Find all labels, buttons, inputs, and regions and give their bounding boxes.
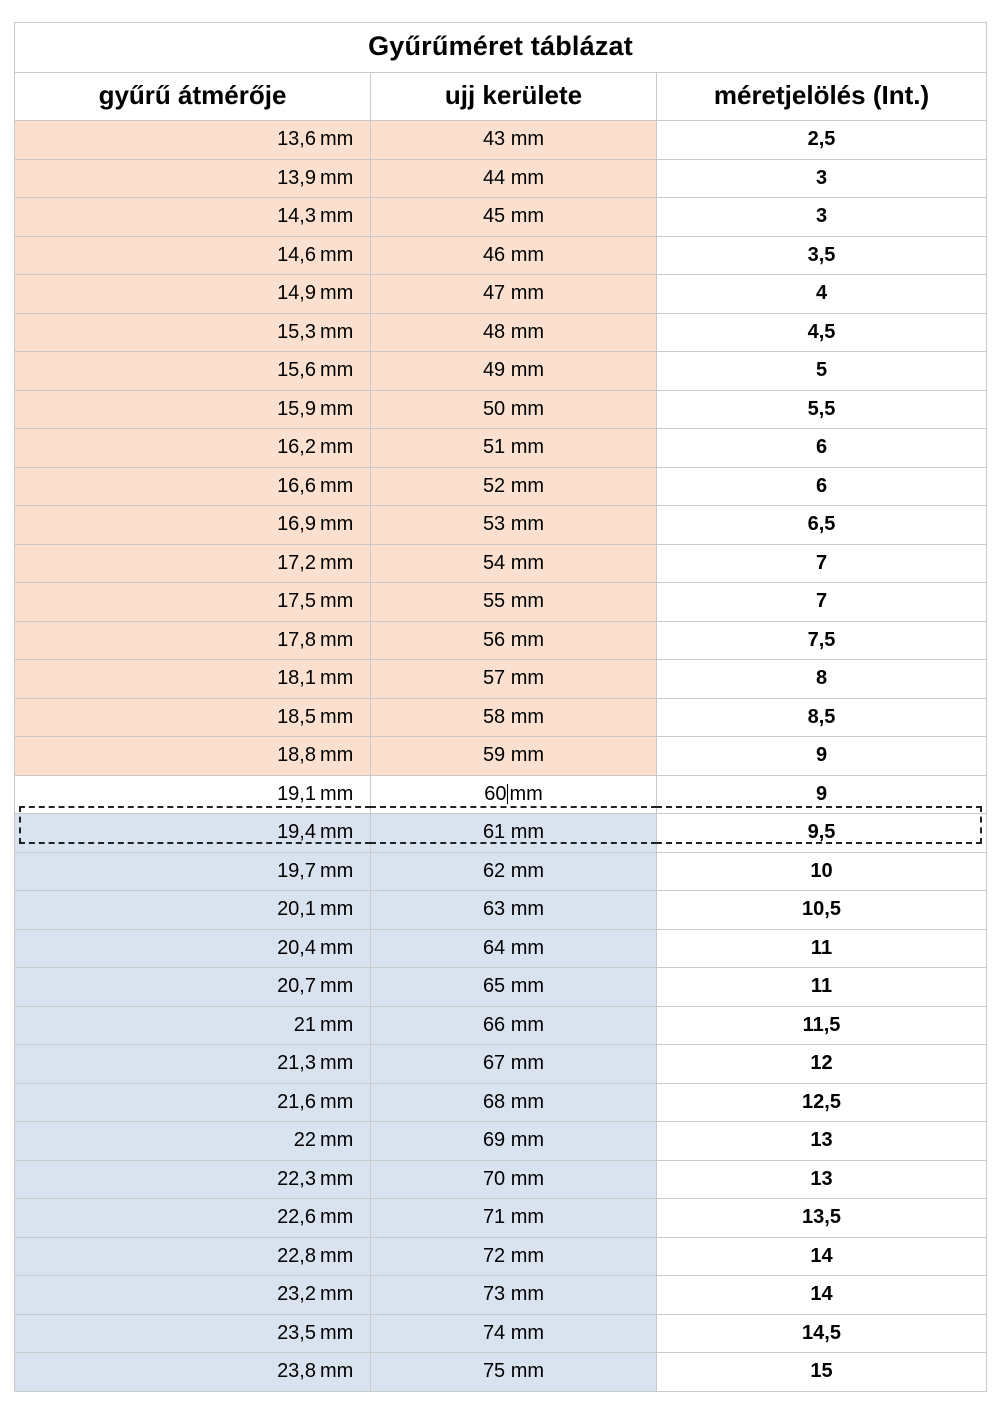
cell-circumference[interactable]: 52 mm [371, 467, 657, 506]
table-row[interactable] [15, 1045, 987, 1084]
table-row[interactable] [15, 660, 987, 699]
cell-size-marking[interactable]: 6,5 [657, 506, 987, 545]
cell-size-marking[interactable]: 2,5 [657, 121, 987, 160]
cell-size-marking[interactable]: 14 [657, 1276, 987, 1315]
cell-diameter[interactable] [15, 583, 371, 622]
diameter-value: 15,6 [277, 359, 316, 382]
cell-diameter[interactable] [15, 506, 371, 545]
table-row[interactable] [15, 236, 987, 275]
cell-diameter[interactable] [15, 544, 371, 583]
diameter-value: 14,6 [277, 243, 316, 266]
cell-size-marking[interactable]: 7,5 [657, 621, 987, 660]
cell-diameter[interactable] [15, 698, 371, 737]
cell-size-marking[interactable]: 4,5 [657, 313, 987, 352]
cell-size-marking[interactable]: 9,5 [657, 814, 987, 853]
diameter-unit: mm [320, 1013, 354, 1036]
diameter-value: 21,6 [277, 1090, 316, 1113]
cell-diameter[interactable] [15, 814, 371, 853]
diameter-value: 20,1 [277, 898, 316, 921]
cell-diameter[interactable] [15, 313, 371, 352]
cell-circumference[interactable] [371, 775, 657, 814]
cell-size-marking[interactable]: 13 [657, 1122, 987, 1161]
cell-diameter[interactable] [15, 968, 371, 1007]
table-row[interactable] [15, 1276, 987, 1315]
diameter-unit: mm [320, 859, 354, 882]
cell-diameter[interactable] [15, 621, 371, 660]
diameter-unit: mm [320, 166, 354, 189]
diameter-unit: mm [320, 1167, 354, 1190]
cell-circumference[interactable]: 73 mm [371, 1276, 657, 1315]
table-row[interactable] [15, 583, 987, 622]
diameter-unit: mm [320, 397, 354, 420]
cell-size-marking[interactable]: 8,5 [657, 698, 987, 737]
diameter-value: 16,2 [277, 436, 316, 459]
cell-circumference[interactable]: 64 mm [371, 929, 657, 968]
cell-circumference[interactable]: 49 mm [371, 352, 657, 391]
diameter-value: 20,4 [277, 936, 316, 959]
diameter-value: 15,9 [277, 397, 316, 420]
diameter-unit: mm [320, 243, 354, 266]
table-row[interactable] [15, 313, 987, 352]
cell-circumference[interactable]: 71 mm [371, 1199, 657, 1238]
cell-size-marking[interactable]: 6 [657, 467, 987, 506]
cell-circumference[interactable]: 48 mm [371, 313, 657, 352]
table-row[interactable] [15, 390, 987, 429]
table-row[interactable] [15, 1314, 987, 1353]
table-row[interactable] [15, 1353, 987, 1392]
cell-size-marking[interactable]: 13 [657, 1160, 987, 1199]
table-row[interactable] [15, 429, 987, 468]
cell-circumference[interactable]: 70 mm [371, 1160, 657, 1199]
cell-size-marking[interactable]: 5,5 [657, 390, 987, 429]
cell-diameter[interactable] [15, 1045, 371, 1084]
table-row[interactable] [15, 1237, 987, 1276]
cell-diameter[interactable] [15, 929, 371, 968]
cell-diameter[interactable] [15, 198, 371, 237]
cell-size-marking[interactable]: 3,5 [657, 236, 987, 275]
cell-circumference[interactable]: 51 mm [371, 429, 657, 468]
cell-circumference[interactable]: 45 mm [371, 198, 657, 237]
diameter-unit: mm [320, 667, 354, 690]
diameter-unit: mm [320, 1321, 354, 1344]
cell-diameter[interactable] [15, 1314, 371, 1353]
diameter-unit: mm [320, 359, 354, 382]
cell-diameter[interactable] [15, 236, 371, 275]
cell-size-marking[interactable]: 15 [657, 1353, 987, 1392]
table-row[interactable] [15, 159, 987, 198]
diameter-unit: mm [320, 205, 354, 228]
diameter-value: 21,3 [277, 1052, 316, 1075]
cell-diameter[interactable] [15, 275, 371, 314]
cell-circumference[interactable]: 43 mm [371, 121, 657, 160]
cell-circumference[interactable]: 61 mm [371, 814, 657, 853]
cell-circumference[interactable]: 47 mm [371, 275, 657, 314]
diameter-value: 20,7 [277, 975, 316, 998]
table-row[interactable] [15, 852, 987, 891]
cell-diameter[interactable] [15, 1237, 371, 1276]
diameter-unit: mm [320, 551, 354, 574]
table-row[interactable] [15, 1160, 987, 1199]
cell-size-marking[interactable]: 14,5 [657, 1314, 987, 1353]
ring-size-table [14, 22, 987, 1392]
diameter-unit: mm [320, 1206, 354, 1229]
diameter-value: 13,6 [277, 128, 316, 151]
cell-size-marking[interactable]: 11,5 [657, 1006, 987, 1045]
cell-size-marking[interactable]: 12 [657, 1045, 987, 1084]
cell-diameter[interactable] [15, 1160, 371, 1199]
cell-circumference[interactable]: 68 mm [371, 1083, 657, 1122]
table-row[interactable] [15, 775, 987, 814]
diameter-unit: mm [320, 436, 354, 459]
diameter-value: 14,3 [277, 205, 316, 228]
cell-circumference[interactable]: 58 mm [371, 698, 657, 737]
table-body [15, 121, 987, 1392]
table-row[interactable] [15, 968, 987, 1007]
cell-circumference[interactable]: 69 mm [371, 1122, 657, 1161]
cell-circumference[interactable]: 44 mm [371, 159, 657, 198]
table-header-row [15, 73, 987, 121]
cell-size-marking[interactable]: 6 [657, 429, 987, 468]
diameter-value: 18,5 [277, 705, 316, 728]
cell-circumference[interactable]: 46 mm [371, 236, 657, 275]
diameter-value: 16,6 [277, 474, 316, 497]
diameter-unit: mm [320, 282, 354, 305]
cell-diameter[interactable] [15, 429, 371, 468]
cell-diameter[interactable] [15, 1199, 371, 1238]
cell-diameter[interactable] [15, 891, 371, 930]
diameter-unit: mm [320, 1360, 354, 1383]
cell-size-marking[interactable]: 5 [657, 352, 987, 391]
table-row[interactable] [15, 1199, 987, 1238]
cell-diameter[interactable] [15, 1276, 371, 1315]
cell-size-marking[interactable]: 7 [657, 544, 987, 583]
table-row[interactable] [15, 1083, 987, 1122]
cell-size-marking[interactable]: 12,5 [657, 1083, 987, 1122]
diameter-value: 23,2 [277, 1283, 316, 1306]
diameter-value: 17,2 [277, 551, 316, 574]
table-row[interactable] [15, 1122, 987, 1161]
table-row[interactable] [15, 1006, 987, 1045]
column-header-circumference: ujj kerülete [371, 73, 657, 121]
cell-circumference[interactable]: 57 mm [371, 660, 657, 699]
cell-diameter[interactable] [15, 390, 371, 429]
table-title-row [15, 23, 987, 73]
cell-diameter[interactable] [15, 775, 371, 814]
diameter-unit: mm [320, 513, 354, 536]
diameter-unit: mm [320, 898, 354, 921]
diameter-value: 22,3 [277, 1167, 316, 1190]
diameter-value: 22,6 [277, 1206, 316, 1229]
table-row[interactable] [15, 891, 987, 930]
table-row[interactable] [15, 698, 987, 737]
cell-size-marking[interactable]: 3 [657, 198, 987, 237]
table-row[interactable] [15, 737, 987, 776]
cell-circumference[interactable]: 55 mm [371, 583, 657, 622]
circumference-unit: mm [509, 782, 543, 805]
diameter-value: 17,8 [277, 628, 316, 651]
diameter-unit: mm [320, 744, 354, 767]
cell-circumference[interactable]: 53 mm [371, 506, 657, 545]
diameter-value: 23,5 [277, 1321, 316, 1344]
cell-circumference[interactable]: 56 mm [371, 621, 657, 660]
cell-diameter[interactable] [15, 121, 371, 160]
cell-diameter[interactable] [15, 1006, 371, 1045]
diameter-value: 16,9 [277, 513, 316, 536]
circumference-value: 60 [484, 782, 507, 805]
cell-circumference[interactable]: 65 mm [371, 968, 657, 1007]
diameter-unit: mm [320, 1244, 354, 1267]
cell-size-marking[interactable]: 14 [657, 1237, 987, 1276]
diameter-value: 23,8 [277, 1360, 316, 1383]
diameter-value: 17,5 [277, 590, 316, 613]
table-row[interactable] [15, 121, 987, 160]
diameter-unit: mm [320, 590, 354, 613]
cell-size-marking[interactable]: 8 [657, 660, 987, 699]
cell-diameter[interactable] [15, 1122, 371, 1161]
table-row[interactable] [15, 467, 987, 506]
column-header-diameter: gyűrű átmérője [15, 73, 371, 121]
diameter-value: 19,1 [277, 782, 316, 805]
cell-size-marking[interactable]: 10,5 [657, 891, 987, 930]
diameter-value: 19,4 [277, 821, 316, 844]
diameter-unit: mm [320, 975, 354, 998]
diameter-value: 18,1 [277, 667, 316, 690]
table-row[interactable] [15, 814, 987, 853]
diameter-value: 21 [293, 1013, 316, 1036]
cell-circumference[interactable]: 63 mm [371, 891, 657, 930]
cell-diameter[interactable] [15, 352, 371, 391]
diameter-value: 14,9 [277, 282, 316, 305]
cell-circumference[interactable]: 59 mm [371, 737, 657, 776]
table-row[interactable] [15, 198, 987, 237]
cell-size-marking[interactable]: 11 [657, 929, 987, 968]
table-row[interactable] [15, 506, 987, 545]
cell-diameter[interactable] [15, 737, 371, 776]
diameter-unit: mm [320, 1129, 354, 1152]
diameter-value: 22 [293, 1129, 316, 1152]
table-row[interactable] [15, 352, 987, 391]
diameter-value: 22,8 [277, 1244, 316, 1267]
cell-size-marking[interactable]: 4 [657, 275, 987, 314]
table-row[interactable] [15, 275, 987, 314]
cell-circumference[interactable]: 72 mm [371, 1237, 657, 1276]
table-row[interactable] [15, 621, 987, 660]
diameter-unit: mm [320, 474, 354, 497]
cell-size-marking[interactable]: 7 [657, 583, 987, 622]
cell-diameter[interactable] [15, 159, 371, 198]
cell-size-marking[interactable]: 11 [657, 968, 987, 1007]
cell-circumference[interactable]: 50 mm [371, 390, 657, 429]
diameter-unit: mm [320, 821, 354, 844]
page-title: Gyűrűméret táblázat [15, 23, 987, 73]
diameter-unit: mm [320, 705, 354, 728]
diameter-value: 15,3 [277, 320, 316, 343]
cell-size-marking[interactable]: 13,5 [657, 1199, 987, 1238]
cell-size-marking[interactable]: 3 [657, 159, 987, 198]
cell-size-marking[interactable]: 10 [657, 852, 987, 891]
diameter-unit: mm [320, 1052, 354, 1075]
cell-circumference[interactable]: 54 mm [371, 544, 657, 583]
cell-circumference[interactable]: 62 mm [371, 852, 657, 891]
cell-diameter[interactable] [15, 467, 371, 506]
diameter-unit: mm [320, 782, 354, 805]
diameter-unit: mm [320, 128, 354, 151]
diameter-unit: mm [320, 320, 354, 343]
diameter-value: 13,9 [277, 166, 316, 189]
diameter-value: 19,7 [277, 859, 316, 882]
cell-diameter[interactable] [15, 1353, 371, 1392]
cell-size-marking[interactable]: 9 [657, 737, 987, 776]
cell-circumference[interactable]: 75 mm [371, 1353, 657, 1392]
cell-size-marking[interactable]: 9 [657, 775, 987, 814]
table-row[interactable] [15, 544, 987, 583]
diameter-unit: mm [320, 936, 354, 959]
cell-diameter[interactable] [15, 852, 371, 891]
cell-diameter[interactable] [15, 660, 371, 699]
cell-circumference[interactable]: 66 mm [371, 1006, 657, 1045]
cell-diameter[interactable] [15, 1083, 371, 1122]
diameter-unit: mm [320, 628, 354, 651]
cell-circumference[interactable]: 67 mm [371, 1045, 657, 1084]
cell-circumference[interactable]: 74 mm [371, 1314, 657, 1353]
diameter-unit: mm [320, 1090, 354, 1113]
diameter-unit: mm [320, 1283, 354, 1306]
column-header-size: méretjelölés (Int.) [657, 73, 987, 121]
table-row[interactable] [15, 929, 987, 968]
diameter-value: 18,8 [277, 744, 316, 767]
